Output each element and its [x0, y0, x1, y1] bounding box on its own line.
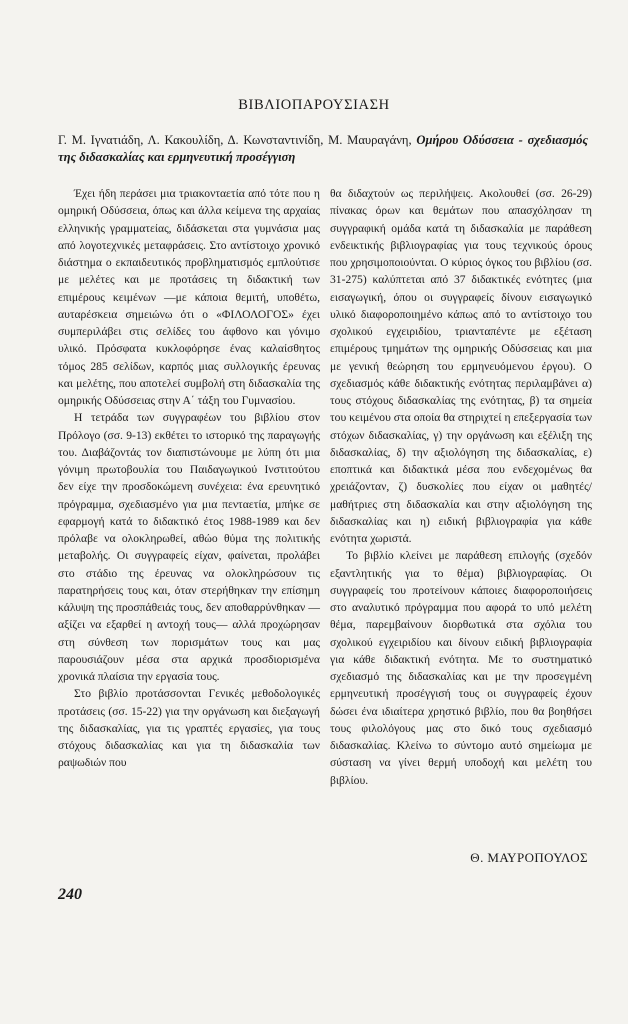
- paragraph: Το βιβλίο κλείνει με παράθεση επιλογής (σχεδόν εξαντλητικής για το θέμα) βιβλιογραφίας. Οι συγγραφείς του προτείνουν κάποιες διαφοροποιήσεις στο αναλυτικό πρόγραμμα που αφορά το υπό μελέτη θέμα, παρεμβαίνουν διορθωτικά στα σχόλια του σχολικού εγχειριδίου και δίνουν ειδική βιβλιογραφία για κάθε διδακτική ενότητα. Με το συστηματικό σχεδιασμό της διδασκαλίας και με την προσεγμένη ερμηνευτική προσέγγισή τους οι συγγραφείς έχουν δώσει ένα ιδιαίτερα χρηστικό βιβλίο, που θα βοηθήσει τους φιλολόγους μας στο δικό τους σχεδιασμό διδασκαλίας. Κλείνω το σύντομο αυτό σημείωμα με σύσταση να γίνει θερμή υποδοχή και μελέτη του βιβλίου.: [330, 549, 592, 787]
- left-column: [58, 185, 320, 772]
- section-title: ΒΙΒΛΙΟΠΑΡΟΥΣΙΑΣΗ: [238, 97, 390, 113]
- page-number: 240: [58, 886, 82, 903]
- paragraph: Η τετράδα των συγγραφέων του βιβλίου στον Πρόλογο (σσ. 9-13) εκθέτει το ιστορικό της παραγωγής του. Διαβάζοντάς τον διαπιστώνουμε με λύπη ότι μια γόνιμη πρωτοβουλία του Παιδαγωγικού Ινστιτούτου δεν είχε την προσδοκώμενη συνέχεια: ένα ερευνητικό πρόγραμμα, σχεδιασμένο για μια πενταετία, μπήκε σε εφαρμογή κατά το διδακτικό έτος 1988-1989 και δεν πρόλαβε να ολοκληρωθεί, αθώο θύμα της πολιτικής μεταβολής. Οι συγγραφείς είχαν, φαίνεται, προλάβει στο στάδιο της έρευνας να ολοκληρώσουν τις παρατηρήσεις τους και, όταν στερήθηκαν την επίσημη κάλυψη της προσπάθειάς τους, δεν αποθαρρύνθηκαν —αξίζει να εξαρθεί η αντοχή τους— αλλά προχώρησαν στη σύνθεση των πορισμάτων τους και μας παρουσιάζουν μέσα στα αρχικά προσδιορισμένα χρονικά πλαίσια την εργασία τους.: [58, 411, 320, 683]
- citation-authors: Γ. Μ. Ιγνατιάδη, Λ. Κακουλίδη, Δ. Κωνσταντινίδη, Μ. Μαυραγάνη,: [58, 133, 412, 147]
- author-signature: Θ. ΜΑΥΡΟΠΟΥΛΟΣ: [470, 850, 588, 865]
- paragraph: Έχει ήδη περάσει μια τριακονταετία από τότε που η ομηρική Οδύσσεια, όπως και άλλα κείμενα της αρχαίας ελληνικής γραμματείας, διδάσκεται στα γυμνάσια μας από λογοτεχνικές μεταφράσεις. Στο αντίστοιχο χρονικό διάστημα ο εκπαιδευτικός προβληματισμός εμπλούτισε με μελέτες και με προτάσεις τη διδακτική των επιμέρους κειμένων —με κάποια θεμιτή, υποθέτω, αυταρέσκεια σημειώνω ότι ο «ΦΙΛΟΛΟΓΟΣ» έχει συμπεριλάβει στις σελίδες του άφθονο και γόνιμο υλικό. Πρόσφατα κυκλοφόρησε ένας καλαίσθητος τόμος 285 σελίδων, καρπός μιας συλλογικής έρευνας και μελέτης, που αποτελεί συμβολή στη διδασκαλία της ομηρικής Οδύσσειας στην Α΄ τάξη του Γυμνασίου.: [58, 187, 320, 407]
- book-citation: [58, 132, 588, 166]
- citation-title: Ομήρου Οδύσσεια - σχεδιασμός της διδασκαλίας και ερμηνευτική προσέγγιση: [58, 133, 588, 164]
- paragraph: Στο βιβλίο προτάσσονται Γενικές μεθοδολογικές προτάσεις (σσ. 15-22) για την οργάνωση και διεξαγωγή της διδασκαλίας, για τις γραπτές εργασίες, για τους στόχους διδασκαλίας και για τη διδασκαλία των ραψωδιών που: [58, 687, 320, 770]
- right-column: [330, 185, 592, 789]
- paragraph: θα διδαχτούν ως περιλήψεις. Ακολουθεί (σσ. 26-29) πίνακας όρων και θεμάτων που απασχόλησαν τη συγγραφική ομάδα κατά τη διδασκαλία με παράθεση ενδεικτικής βιβλιογραφίας για τους τεχνικούς όρους που χρησιμοποιούνται. Ο κύριος όγκος του βιβλίου (σσ. 31-275) καλύπτεται από 37 διδακτικές ενότητες (μια εισαγωγική, όπου οι συγγραφείς δίνουν εισαγωγικό υλικό διαφοροποιημένο κάπως από το αντίστοιχο του σχολικού εγχειριδίου, τριανταπέντε με εξέταση επιμέρους τμημάτων της ομηρικής Οδύσσειας και μια με γενική θεώρηση του ερμηνευόμενου έργου). Ο σχεδιασμός κάθε διδακτικής ενότητας περιλαμβάνει α) τους στόχους διδασκαλίας της ενότητας, β) τα σημεία του κειμένου στα οποία θα στηριχτεί η επεξεργασία των στόχων διδασκαλίας, γ) την οργάνωση και εξέλιξη της διδασκαλίας, δ) την αξιολόγηση της διδασκαλίας, ε) εποπτικά και διδακτικά μέσα που ενδεχομένως θα χρειάζονταν, ζ) δυσκολίες που είχαν οι μαθητές/μαθήτριες στη διδασκαλία και στην αξιολόγηση της διδασκαλίας και η) ειδική βιβλιογραφία για κάθε ενότητα χωριστά.: [330, 187, 592, 545]
